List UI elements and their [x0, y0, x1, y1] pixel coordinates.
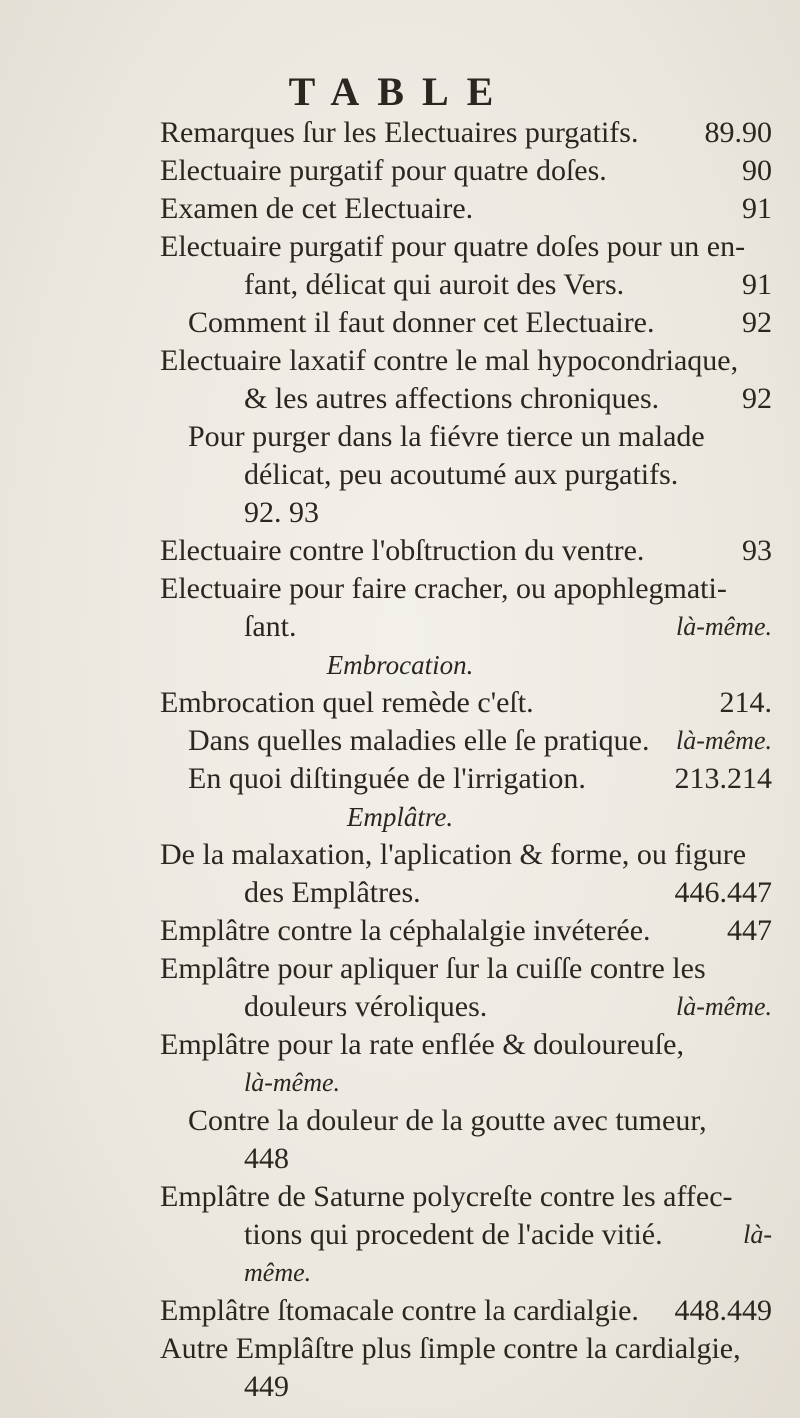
- entry-text: Emplâtre pour apliquer ſur la cuiſſe contre les: [160, 952, 706, 985]
- index-entry: [0, 1254, 800, 1292]
- entry-text: ſant.: [244, 610, 297, 643]
- entry-text: Electuaire laxatif contre le mal hypocondriaque,: [160, 344, 739, 377]
- index-entry: [0, 1330, 800, 1368]
- index-entry: [0, 1292, 800, 1330]
- entry-text: Electuaire purgatif pour quatre doſes pour un en-: [160, 230, 746, 263]
- entry-text: Contre la douleur de la goutte avec tumeur,: [188, 1104, 707, 1137]
- index-entry: [0, 950, 800, 988]
- index-entry: [0, 114, 800, 152]
- entry-text: Electuaire pour faire cracher, ou apophlegmati-: [160, 572, 727, 605]
- entry-page-number: 91: [742, 268, 772, 301]
- section-heading: [0, 798, 800, 836]
- index-entry: [0, 1026, 800, 1064]
- index-entry: [0, 1368, 800, 1406]
- index-entry: [0, 342, 800, 380]
- entry-text: Embrocation.: [326, 650, 474, 680]
- entry-page-number: là-même.: [675, 726, 772, 755]
- entry-page-number: 214.: [719, 686, 772, 719]
- index-entry: [0, 380, 800, 418]
- index-entry: [0, 760, 800, 798]
- index-entries: [0, 114, 800, 1406]
- index-entry: [0, 152, 800, 190]
- entry-text: délicat, peu acoutumé aux purgatifs.: [244, 458, 679, 491]
- entry-page-number: 446.447: [674, 876, 772, 909]
- entry-text: 448: [244, 1142, 289, 1175]
- index-entry: [0, 1216, 800, 1254]
- index-entry: [0, 608, 800, 646]
- entry-text: fant, délicat qui auroit des Vers.: [244, 268, 625, 301]
- entry-page-number: là-même.: [675, 612, 772, 641]
- entry-text: douleurs véroliques.: [244, 990, 488, 1023]
- entry-text: là-même.: [244, 1068, 341, 1097]
- index-entry: [0, 1064, 800, 1102]
- entry-page-number: 213.214: [674, 762, 772, 795]
- entry-text: Emplâtre pour la rate enflée & douloureuſe,: [160, 1028, 684, 1061]
- entry-text: Autre Emplâſtre plus ſimple contre la cardialgie,: [160, 1332, 741, 1365]
- index-entry: [0, 1178, 800, 1216]
- entry-text: Electuaire purgatif pour quatre doſes.: [160, 154, 607, 187]
- index-entry: [0, 1102, 800, 1140]
- index-entry: [0, 570, 800, 608]
- entry-text: Examen de cet Electuaire.: [160, 192, 474, 225]
- entry-page-number: 91: [742, 192, 772, 225]
- index-entry: [0, 266, 800, 304]
- entry-text: des Emplâtres.: [244, 876, 421, 909]
- entry-text: Emplâtre contre la céphalalgie invéterée.: [160, 914, 651, 947]
- entry-page-number: 89.90: [704, 116, 772, 149]
- entry-text: Emplâtre.: [346, 802, 454, 832]
- index-entry: [0, 836, 800, 874]
- entry-page-number: là-même.: [675, 992, 772, 1021]
- entry-page-number: 448.449: [674, 1294, 772, 1327]
- entry-text: Emplâtre ſtomacale contre la cardialgie.: [160, 1294, 639, 1327]
- page-heading: TABLE: [288, 69, 512, 114]
- entry-page-number: 92: [742, 306, 772, 339]
- index-entry: [0, 988, 800, 1026]
- entry-text: Emplâtre de Saturne polycreſte contre les affec-: [160, 1180, 733, 1213]
- entry-text: même.: [244, 1258, 312, 1287]
- index-entry: [0, 722, 800, 760]
- section-heading: [0, 646, 800, 684]
- index-entry: [0, 532, 800, 570]
- index-entry: [0, 456, 800, 494]
- entry-text: Embrocation quel remède c'eſt.: [160, 686, 534, 719]
- entry-text: De la malaxation, l'aplication & forme, ou figure: [160, 838, 747, 871]
- index-entry: [0, 874, 800, 912]
- entry-text: Pour purger dans la fiévre tierce un malade: [188, 420, 705, 453]
- index-entry: [0, 228, 800, 266]
- entry-page-number: 447: [727, 914, 772, 947]
- entry-page-number: 90: [742, 154, 772, 187]
- entry-text: & les autres affections chroniques.: [244, 382, 660, 415]
- entry-text: 449: [244, 1370, 289, 1403]
- index-entry: [0, 418, 800, 456]
- entry-text: Electuaire contre l'obſtruction du ventre.: [160, 534, 645, 567]
- index-entry: [0, 494, 800, 532]
- entry-page-number: 93: [742, 534, 772, 567]
- entry-text: tions qui procedent de l'acide vitié.: [244, 1218, 663, 1251]
- index-entry: [0, 1140, 800, 1178]
- entry-text: Remarques ſur les Electuaires purgatifs.: [160, 116, 639, 149]
- entry-text: En quoi diſtinguée de l'irrigation.: [188, 762, 586, 795]
- entry-page-number: 92: [742, 382, 772, 415]
- entry-text: Dans quelles maladies elle ſe pratique.: [188, 724, 650, 757]
- index-entry: [0, 190, 800, 228]
- entry-text: 92. 93: [244, 496, 319, 529]
- entry-text: Comment il faut donner cet Electuaire.: [188, 306, 655, 339]
- index-entry: [0, 304, 800, 342]
- entry-page-number: là-: [743, 1220, 772, 1249]
- index-entry: [0, 684, 800, 722]
- index-entry: [0, 912, 800, 950]
